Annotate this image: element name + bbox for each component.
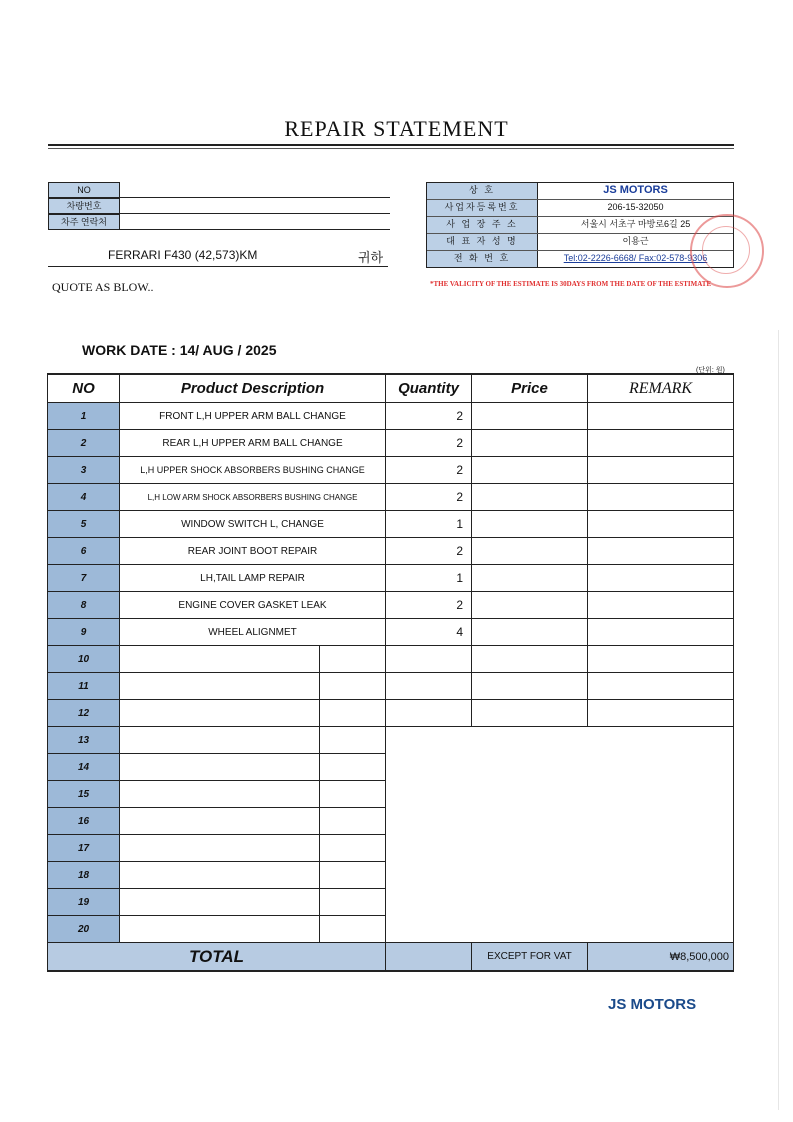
row-cell [386,646,472,673]
row-number: 15 [48,781,120,808]
row-cell [588,673,734,700]
row-remark [588,484,734,511]
table-row [48,619,734,646]
row-remark [588,565,734,592]
work-date: WORK DATE : 14/ AUG / 2025 [82,342,277,358]
company-seal-stamp [690,214,764,288]
row-cell [120,700,320,727]
row-cell [472,700,588,727]
row-number: 4 [48,484,120,511]
row-quantity: 2 [386,457,472,484]
row-cell [120,835,320,862]
row-number: 10 [48,646,120,673]
customer-row-plate [48,198,390,214]
header-description: Product Description [120,374,386,403]
row-quantity: 2 [386,592,472,619]
total-row [48,943,734,972]
row-cell [120,781,320,808]
row-remark [588,457,734,484]
car-description: FERRARI F430 (42,573)KM [108,248,258,262]
row-quantity: 2 [386,484,472,511]
row-number: 6 [48,538,120,565]
table-row [48,538,734,565]
row-remark [588,511,734,538]
validity-note: *THE VALICITY OF THE ESTIMATE IS 30DAYS FROM THE DATE OF THE ESTIMATE [430,280,712,288]
row-price [472,538,588,565]
quote-note: QUOTE AS BLOW.. [52,280,154,294]
company-row-address [427,217,733,234]
company-label: 상 호 [427,183,538,199]
row-quantity: 4 [386,619,472,646]
company-label: 대 표 자 성 명 [427,234,538,250]
row-quantity: 1 [386,565,472,592]
row-number: 13 [48,727,120,754]
row-cell [320,646,386,673]
row-cell [320,781,386,808]
scan-edge-line [778,330,779,1110]
customer-box [48,182,390,230]
seal-inner-ring [702,226,750,274]
row-cell [120,862,320,889]
row-cell [386,673,472,700]
title-rule [48,144,734,146]
company-box [426,182,734,268]
row-description: REAR JOINT BOOT REPAIR [120,538,386,565]
header-price: Price [472,374,588,403]
row-description: L,H UPPER SHOCK ABSORBERS BUSHING CHANGE [120,457,386,484]
customer-label-contact: 차주 연락처 [48,214,120,230]
table-row [48,565,734,592]
row-price [472,430,588,457]
table-row [48,484,734,511]
row-description: ENGINE COVER GASKET LEAK [120,592,386,619]
row-description: LH,TAIL LAMP REPAIR [120,565,386,592]
row-cell [588,700,734,727]
row-number: 17 [48,835,120,862]
row-price [472,565,588,592]
table-row [48,592,734,619]
unit-note: (단위: 원) [696,367,725,374]
row-remark [588,538,734,565]
row-price [472,457,588,484]
row-cell [120,754,320,781]
total-amount: ₩8,500,000 [588,943,734,972]
row-cell [320,754,386,781]
row-number: 20 [48,916,120,943]
row-number: 16 [48,808,120,835]
table-row [48,403,734,430]
company-row-name [427,183,733,200]
row-cell [320,808,386,835]
row-cell [320,727,386,754]
table-row [48,457,734,484]
company-name: JS MOTORS [603,184,668,196]
row-description: REAR L,H UPPER ARM BALL CHANGE [120,430,386,457]
row-cell [120,646,320,673]
merged-empty-area [386,727,734,943]
company-ceo: 이용근 [622,236,649,246]
row-cell [120,808,320,835]
title-rule-thin [48,148,734,149]
row-quantity: 1 [386,511,472,538]
row-remark [588,403,734,430]
row-price [472,484,588,511]
company-row-phone [427,251,733,267]
page-title: REPAIR STATEMENT [284,116,509,141]
row-description: WHEEL ALIGNMET [120,619,386,646]
total-label: TOTAL [48,943,386,972]
row-cell [472,673,588,700]
row-cell [386,700,472,727]
row-cell [320,916,386,943]
row-remark [588,592,734,619]
row-number: 18 [48,862,120,889]
row-quantity: 2 [386,538,472,565]
table-row-empty [48,646,734,673]
footer-company-name: JS MOTORS [608,996,697,1013]
row-cell [320,700,386,727]
row-number: 19 [48,889,120,916]
honorific: 귀하 [358,250,384,265]
company-row-regno [427,200,733,217]
company-address: 서울시 서초구 마방로6길 25 [580,219,691,229]
table-row-empty [48,673,734,700]
table-row [48,511,734,538]
row-cell [120,916,320,943]
row-number: 1 [48,403,120,430]
row-price [472,592,588,619]
row-number: 3 [48,457,120,484]
row-cell [120,727,320,754]
row-quantity: 2 [386,403,472,430]
row-number: 14 [48,754,120,781]
table-row-empty [48,700,734,727]
row-cell [320,835,386,862]
header-quantity: Quantity [386,374,472,403]
header-remark: REMARK [588,374,734,403]
row-number: 2 [48,430,120,457]
table-row [48,430,734,457]
header-no: NO [48,374,120,403]
company-label: 사업자등록번호 [427,200,538,216]
customer-label-no: NO [48,182,120,197]
row-number: 8 [48,592,120,619]
row-description: WINDOW SWITCH L, CHANGE [120,511,386,538]
table-header-row [48,374,734,403]
row-description: L,H LOW ARM SHOCK ABSORBERS BUSHING CHANGE [120,484,386,511]
row-cell [320,673,386,700]
repair-table [47,373,734,972]
row-cell [120,673,320,700]
row-number: 11 [48,673,120,700]
row-number: 12 [48,700,120,727]
row-remark [588,619,734,646]
total-blank [386,943,472,972]
customer-row-no [48,182,390,198]
table-row-empty [48,727,734,754]
row-cell [472,646,588,673]
company-row-ceo [427,234,733,251]
row-quantity: 2 [386,430,472,457]
row-price [472,619,588,646]
row-price [472,403,588,430]
row-price [472,511,588,538]
company-regno: 206-15-32050 [607,202,664,212]
row-cell [120,889,320,916]
row-description: FRONT L,H UPPER ARM BALL CHANGE [120,403,386,430]
company-phone: Tel:02-2226-6668/ Fax:02-578-9306 [563,253,708,263]
row-number: 5 [48,511,120,538]
company-label: 전 화 번 호 [427,251,538,267]
customer-row-contact [48,214,390,230]
row-cell [320,862,386,889]
company-label: 사 업 장 주 소 [427,217,538,233]
row-cell [320,889,386,916]
except-vat-label: EXCEPT FOR VAT [472,943,588,972]
row-remark [588,430,734,457]
row-cell [588,646,734,673]
row-number: 9 [48,619,120,646]
row-number: 7 [48,565,120,592]
customer-label-plate: 차량번호 [48,198,120,213]
